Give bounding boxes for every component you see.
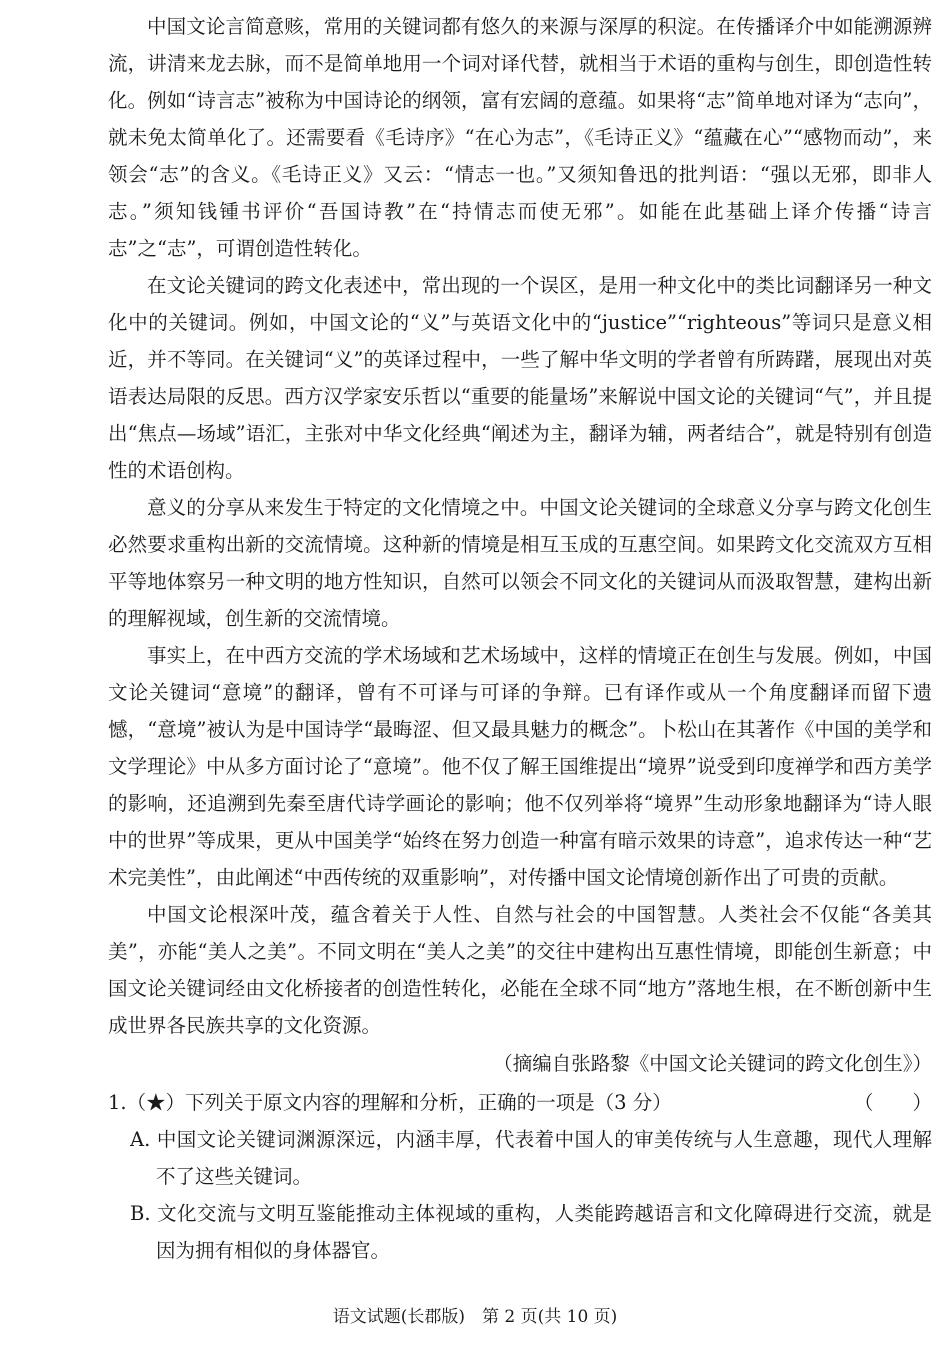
question-1	[108, 1084, 932, 1121]
paragraph-3: 意义的分享从来发生于特定的文化情境之中。中国文论关键词的全球意义分享与跨文化创生必然要求重构出新的交流情境。这种新的情境是相互玉成的互惠空间。如果跨文化交流双方互相平等地体察另一种文明的地方性知识，自然可以领会不同文化的关键词从而汲取智慧，建构出新的理解视域，创生新的交流情境。	[108, 496, 932, 630]
option-b: B. 文化交流与文明互鉴能推动主体视域的重构，人类能跨越语言和文化障碍进行交流，就是因为拥有相似的身体器官。	[130, 1202, 932, 1262]
answer-blank: （ ）	[853, 1091, 932, 1114]
paragraph-4: 事实上，在中西方交流的学术场域和艺术场域中，这样的情境正在创生与发展。例如，中国文论关键词“意境”的翻译，曾有不可译与可译的争辩。已有译作或从一个角度翻译而留下遗憾，“意境”被认为是中国诗学“最晦涩、但又最具魅力的概念”。卜松山在其著作《中国的美学和文学理论》中从多方面讨论了“意境”。他不仅了解王国维提出“境界”说受到印度禅学和西方美学的影响，还追溯到先秦至唐代诗学画论的影响；他不仅列举将“境界”生动形象地翻译为“诗人眼中的世界”等成果，更从中国美学“始终在努力创造一种富有暗示效果的诗意”，追求传达一种“艺术完美性”，由此阐述“中西传统的双重影响”，对传播中国文论情境创新作出了可贵的贡献。	[108, 644, 932, 889]
paragraph-2: 在文论关键词的跨文化表述中，常出现的一个误区，是用一种文化中的类比词翻译另一种文化中的关键词。例如，中国文论的“义”与英语文化中的“justice”“righteous”等词只是意义相近，并不等同。在关键词“义”的英译过程中，一些了解中华文明的学者曾有所踌躇，展现出对英语表达局限的反思。西方汉学家安乐哲以“重要的能量场”来解说中国文论的关键词“气”，并且提出“焦点—场域”语汇，主张对中华文化经典“阐述为主，翻译为辅，两者结合”，就是特别有创造性的术语创构。	[108, 274, 932, 482]
option-a: A. 中国文论关键词渊源深远，内涵丰厚，代表着中国人的审美传统与人生意趣，现代人理解不了这些关键词。	[130, 1128, 932, 1188]
source-citation: （摘编自张路黎《中国文论关键词的跨文化创生》）	[493, 1052, 932, 1075]
paragraph-1: 中国文论言简意赅，常用的关键词都有悠久的来源与深厚的积淀。在传播译介中如能溯源辨流，讲清来龙去脉，而不是简单地用一个词对译代替，就相当于术语的重构与创生，即创造性转化。例如“诗言志”被称为中国诗论的纲领，富有宏阔的意蕴。如果将“志”简单地对译为“志向”，就未免太简单化了。还需要看《毛诗序》“在心为志”，《毛诗正义》“蕴藏在心”“感物而动”，来领会“志”的含义。《毛诗正义》又云：“情志一也。”又须知鲁迅的批判语：“强以无邪，即非人志。”须知钱锺书评价“吾国诗教”在“持情志而使无邪”。如能在此基础上译介传播“诗言志”之“志”，可谓创造性转化。	[108, 15, 932, 260]
question-stem: 1.（★）下列关于原文内容的理解和分析，正确的一项是（3 分）	[108, 1091, 672, 1114]
page-footer: 语文试题(长郡版) 第 2 页(共 10 页)	[332, 1307, 618, 1327]
paragraph-5: 中国文论根深叶茂，蕴含着关于人性、自然与社会的中国智慧。人类社会不仅能“各美其美”，亦能“美人之美”。不同文明在“美人之美”的交往中建构出互惠性情境，即能创生新意；中国文论关键词经由文化桥接者的创造性转化，必能在全球不同“地方”落地生根，在不断创新中生成世界各民族共享的文化资源。	[108, 903, 932, 1037]
document-page	[108, 8, 932, 1269]
